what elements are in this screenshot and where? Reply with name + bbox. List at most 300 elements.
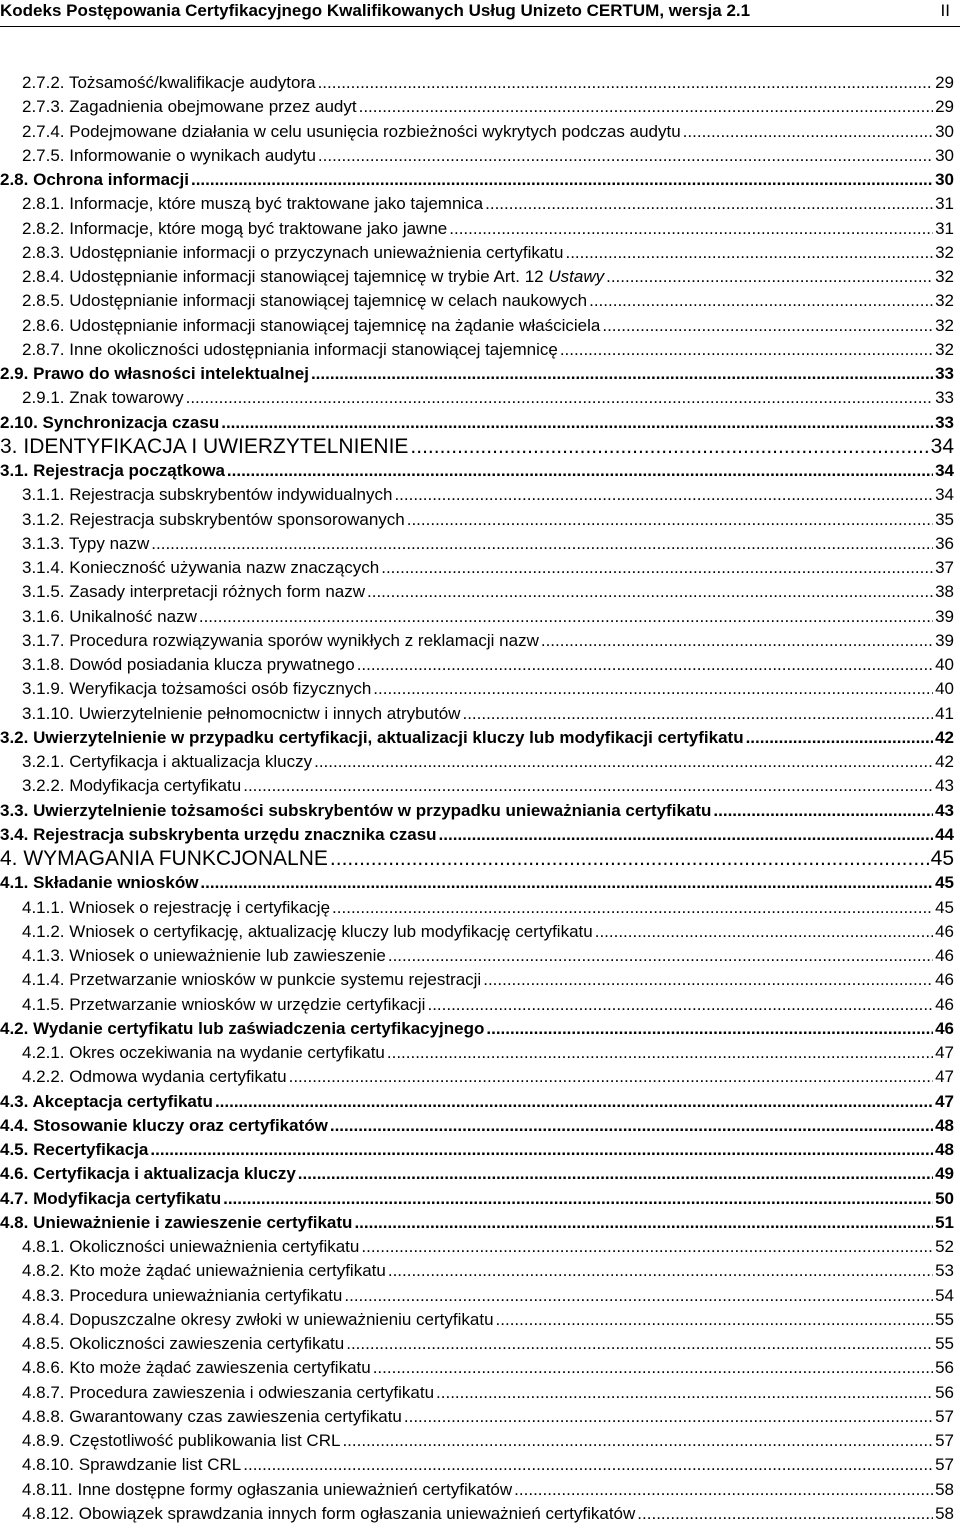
toc-entry-number: 3.1.5. (22, 582, 65, 602)
toc-entry[interactable] (0, 993, 954, 1017)
toc-entry-number: 2.10. (0, 412, 38, 432)
toc-entry-number: 2.7.3. (22, 97, 65, 117)
toc-entry[interactable] (0, 1308, 954, 1332)
toc-entry-number: 4.8.6. (22, 1358, 65, 1378)
toc-entry-title: Częstotliwość publikowania list CRL (69, 1431, 341, 1450)
toc-entry-title: Sprawdzanie list CRL (78, 1455, 242, 1475)
toc-entry-label (0, 1356, 371, 1380)
toc-entry-page: 56 (935, 1382, 954, 1402)
toc-entry-number: 4.8.3. (22, 1285, 65, 1305)
toc-entry-label (0, 1381, 434, 1405)
toc-entry-page: 33 (935, 364, 954, 383)
dot-leader (357, 653, 933, 677)
toc-entry[interactable] (0, 944, 954, 968)
toc-entry-title: IDENTYFIKACJA I UWIERZYTELNIENIE (23, 434, 409, 458)
toc-entry-page: 46 (935, 946, 954, 965)
dot-leader (367, 580, 933, 604)
toc-entry-number: 3.1.4. (22, 558, 65, 577)
toc-entry-number: 4.2. (0, 1018, 29, 1038)
toc-entry-title: Udostępnianie informacji stanowiącej tajemnicę na żądanie właściciela (69, 315, 601, 335)
dot-leader (394, 483, 933, 507)
toc-entry-number: 3.1.10. (22, 703, 74, 723)
toc-entry-label (0, 847, 328, 871)
toc-entry-label (0, 1017, 484, 1041)
toc-entry-number: 4.8.2. (22, 1261, 65, 1281)
toc-entry-number: 4.8.4. (22, 1309, 65, 1329)
dot-leader (436, 1381, 933, 1405)
toc-entry-title: Ochrona informacji (33, 170, 189, 189)
toc-entry-label (0, 1090, 213, 1114)
dot-leader (318, 71, 934, 95)
dot-leader (223, 1187, 933, 1211)
toc-entry-page: 45 (930, 847, 954, 870)
toc-entry-label (0, 799, 711, 823)
toc-entry-label (0, 508, 405, 532)
toc-entry-title: Modyfikacja certyfikatu (69, 776, 242, 796)
toc-entry-label (0, 168, 189, 192)
toc-entry-number: 3.2.2. (22, 776, 65, 796)
toc-entry-number: 3.1.8. (22, 655, 65, 674)
toc-entry-number: 4.8.1. (22, 1237, 65, 1256)
toc-entry-label (0, 1235, 359, 1259)
toc-entry-page: 42 (935, 752, 954, 771)
toc-entry-page: 43 (935, 800, 954, 820)
toc-entry-title: Znak towarowy (69, 388, 184, 408)
toc-entry-title: Akceptacja certyfikatu (32, 1091, 213, 1111)
toc-entry-label (0, 556, 379, 580)
dot-leader (746, 726, 934, 750)
toc-entry-label (0, 1187, 221, 1211)
toc-entry-page: 30 (935, 145, 954, 165)
toc-entry-label (0, 1162, 296, 1186)
toc-entry-label (0, 1429, 340, 1453)
toc-entry-page: 48 (935, 1115, 954, 1135)
toc-entry-page: 55 (935, 1309, 954, 1329)
dot-leader (637, 1502, 933, 1526)
toc-entry-label (0, 459, 225, 483)
toc-entry-number: 4.8.11. (22, 1479, 73, 1499)
toc-entry-page: 47 (935, 1043, 954, 1062)
toc-entry[interactable] (0, 386, 954, 410)
toc-entry-title: Informowanie o wynikach audytu (69, 145, 316, 165)
toc-entry[interactable] (0, 726, 954, 750)
toc-entry-page: 36 (935, 533, 954, 553)
toc-entry-number: 4.1.3. (22, 946, 65, 965)
toc-entry[interactable] (0, 847, 954, 871)
dot-leader (602, 314, 933, 338)
toc-entry-page: 30 (935, 121, 954, 141)
toc-entry-label (0, 144, 316, 168)
toc-entry[interactable] (0, 1381, 954, 1405)
dot-leader (485, 192, 933, 216)
toc-entry-number: 2.7.5. (22, 145, 65, 165)
toc-entry-title: Procedura unieważniania certyfikatu (69, 1285, 343, 1305)
toc-entry-title: Wniosek o unieważnienie lub zawieszenie (69, 946, 386, 965)
dot-leader (449, 217, 933, 241)
dot-leader (243, 1453, 933, 1477)
toc-entry-number: 4.8.8. (22, 1406, 65, 1426)
toc-entry-title: Okoliczności unieważnienia certyfikatu (69, 1237, 360, 1256)
toc-entry-label (0, 1478, 512, 1502)
toc-entry-title: Uwierzytelnienie tożsamości subskrybentów w przypadku unieważniania certyfikatu (33, 800, 712, 820)
dot-leader (227, 459, 933, 483)
toc-entry[interactable] (0, 411, 954, 435)
toc-entry-label (0, 823, 437, 847)
dot-leader (595, 920, 933, 944)
dot-leader (560, 338, 933, 362)
toc-entry[interactable] (0, 629, 954, 653)
toc-entry-label (0, 702, 460, 726)
toc-entry-number: 2.8.3. (22, 242, 65, 262)
toc-entry-number: 2.8.5. (22, 291, 65, 311)
dot-leader (311, 362, 933, 386)
toc-entry-number: 4.8.10. (22, 1455, 74, 1475)
toc-entry-label (0, 483, 392, 507)
dot-leader (410, 435, 928, 459)
toc-entry-page: 30 (935, 170, 954, 189)
toc-entry-page: 46 (935, 970, 954, 990)
toc-entry[interactable] (0, 314, 954, 338)
toc-entry[interactable] (0, 702, 954, 726)
toc-entry[interactable] (0, 1187, 954, 1211)
dot-leader (541, 629, 933, 653)
toc-entry[interactable] (0, 823, 954, 847)
toc-entry-page: 58 (935, 1479, 954, 1499)
toc-entry-label (0, 241, 563, 265)
toc-entry-title: Udostępnianie informacji stanowiącej tajemnicę w trybie Art. 12 Ustawy (69, 267, 605, 286)
toc-entry[interactable] (0, 653, 954, 677)
toc-entry[interactable] (0, 192, 954, 216)
toc-entry-number: 2.9.1. (22, 388, 65, 408)
toc-entry-label (0, 314, 600, 338)
dot-leader (243, 774, 933, 798)
dot-leader (354, 1211, 933, 1235)
toc-entry-page: 47 (935, 1091, 954, 1111)
toc-entry-page: 41 (935, 703, 954, 723)
toc-entry-title: Informacje, które muszą być traktowane jako tajemnica (69, 194, 484, 214)
toc-entry-page: 34 (930, 434, 954, 458)
toc-entry[interactable] (0, 750, 954, 774)
toc-entry-title: Informacje, które mogą być traktowane jako jawne (69, 218, 448, 238)
toc-entry-number: 2.8. (0, 170, 29, 189)
toc-entry-number: 3.1.2. (22, 509, 65, 529)
toc-entry[interactable] (0, 1356, 954, 1380)
toc-entry-label (0, 944, 386, 968)
toc-entry-label (0, 896, 330, 920)
toc-entry-number: 2.7.2. (22, 73, 65, 92)
toc-entry[interactable] (0, 265, 954, 289)
toc-entry-label (0, 435, 408, 459)
toc-entry-label (0, 1502, 635, 1526)
toc-entry[interactable] (0, 95, 954, 119)
toc-entry-title: Podejmowane działania w celu usunięcia rozbieżności wykrytych podczas audytu (69, 121, 681, 141)
dot-leader (589, 289, 933, 313)
toc-entry-number: 3.1. (0, 461, 29, 480)
toc-entry[interactable] (0, 1114, 954, 1138)
document-title: Kodeks Postępowania Certyfikacyjnego Kwalifikowanych Usług Unizeto CERTUM, wersja 2.1 (0, 1, 751, 20)
dot-leader (200, 871, 933, 895)
toc-entry-number: 4.3. (0, 1091, 29, 1111)
toc-entry-number: 4.8.7. (22, 1382, 65, 1402)
dot-leader (496, 1308, 934, 1332)
toc-entry-number: 3.2. (0, 727, 29, 747)
toc-entry-page: 48 (935, 1140, 954, 1159)
toc-entry-page: 51 (935, 1212, 954, 1232)
page-header (0, 0, 960, 27)
toc-entry-page: 33 (935, 388, 954, 408)
toc-entry[interactable] (0, 1284, 954, 1308)
toc-entry-label (0, 1308, 494, 1332)
toc-entry[interactable] (0, 120, 954, 144)
toc-entry-number: 4.8. (0, 1212, 29, 1232)
toc-entry-title: Certyfikacja i aktualizacja kluczy (33, 1164, 296, 1184)
toc-entry-number: 2.7.4. (22, 121, 65, 141)
toc-entry[interactable] (0, 1502, 954, 1526)
toc-entry-page: 40 (935, 655, 954, 674)
toc-entry-page: 32 (935, 291, 954, 311)
toc-entry[interactable] (0, 1332, 954, 1356)
toc-entry-page: 46 (935, 921, 954, 941)
toc-entry-label (0, 386, 184, 410)
toc-entry-title: Dopuszczalne okresy zwłoki w unieważnieniu certyfikatu (69, 1309, 494, 1329)
toc-entry[interactable] (0, 1065, 954, 1089)
toc-entry-label (0, 1065, 287, 1089)
toc-entry-label (0, 1405, 402, 1429)
dot-leader (344, 1284, 933, 1308)
dot-leader (427, 993, 933, 1017)
toc-entry-page: 58 (935, 1503, 954, 1523)
toc-entry[interactable] (0, 871, 954, 895)
dot-leader (388, 944, 933, 968)
toc-entry[interactable] (0, 1138, 954, 1162)
toc-entry-number: 3.1.1. (22, 485, 65, 505)
dot-leader (150, 1138, 933, 1162)
toc-entry-title: Zagadnienia obejmowane przez audyt (69, 97, 357, 117)
toc-entry[interactable] (0, 144, 954, 168)
toc-entry-label (0, 338, 558, 362)
dot-leader (199, 605, 933, 629)
toc-entry-page: 56 (935, 1358, 954, 1378)
toc-entry[interactable] (0, 459, 954, 483)
toc-entry-title: Konieczność używania nazw znaczących (69, 558, 380, 577)
toc-entry[interactable] (0, 338, 954, 362)
toc-entry-page: 43 (935, 776, 954, 796)
toc-entry[interactable] (0, 532, 954, 556)
toc-entry-label (0, 677, 371, 701)
toc-entry-title: Wniosek o certyfikację, aktualizację kluczy lub modyfikację certyfikatu (69, 921, 593, 941)
toc-entry-title: Udostępnianie informacji stanowiącej tajemnicę w celach naukowych (69, 291, 588, 311)
toc-entry[interactable] (0, 241, 954, 265)
toc-entry-title: Wniosek o rejestrację i certyfikację (69, 897, 331, 917)
toc-entry-title: Tożsamość/kwalifikacje audytora (68, 73, 316, 92)
toc-entry[interactable] (0, 1090, 954, 1114)
toc-entry[interactable] (0, 920, 954, 944)
toc-entry-number: 2.8.7. (22, 339, 65, 359)
dot-leader (191, 168, 933, 192)
toc-entry-label (0, 192, 483, 216)
toc-entry[interactable] (0, 1235, 954, 1259)
toc-entry-title: Modyfikacja certyfikatu (33, 1188, 222, 1208)
toc-entry[interactable] (0, 556, 954, 580)
dot-leader (346, 1332, 933, 1356)
toc-entry-label (0, 1453, 241, 1477)
toc-entry-label (0, 1259, 386, 1283)
toc-entry-page: 32 (935, 339, 954, 359)
dot-leader (387, 1041, 933, 1065)
dot-leader (330, 1114, 933, 1138)
dot-leader (462, 702, 933, 726)
toc-entry-label (0, 629, 539, 653)
toc-entry[interactable] (0, 774, 954, 798)
toc-entry[interactable] (0, 1259, 954, 1283)
toc-entry-number: 4.5. (0, 1140, 29, 1159)
toc-entry-page: 38 (935, 582, 954, 602)
toc-entry-number: 3.1.6. (22, 606, 65, 626)
dot-leader (215, 1090, 933, 1114)
toc-entry[interactable] (0, 968, 954, 992)
toc-entry[interactable] (0, 799, 954, 823)
toc-entry-number: 2.8.1. (22, 194, 65, 214)
toc-entry[interactable] (0, 580, 954, 604)
toc-entry-title: Gwarantowany czas zawieszenia certyfikatu (69, 1406, 402, 1426)
toc-entry[interactable] (0, 435, 954, 459)
toc-entry[interactable] (0, 1211, 954, 1235)
toc-entry-page: 34 (935, 485, 954, 505)
toc-entry-page: 32 (935, 267, 954, 286)
toc-entry-number: 4.1. (0, 873, 29, 893)
toc-entry-page: 46 (935, 1018, 954, 1038)
toc-entry-number: 4. (0, 847, 18, 870)
toc-entry-page: 55 (935, 1334, 954, 1353)
toc-entry[interactable] (0, 1017, 954, 1041)
dot-leader (404, 1405, 933, 1429)
toc-entry-number: 3.4. (0, 824, 29, 844)
toc-entry-label (0, 411, 219, 435)
toc-entry-page: 39 (935, 630, 954, 650)
toc-entry-title: Kto może żądać unieważnienia certyfikatu (69, 1261, 386, 1281)
dot-leader (407, 508, 933, 532)
toc-entry-number: 4.1.5. (22, 994, 65, 1014)
dot-leader (683, 120, 933, 144)
toc-entry-page: 31 (935, 194, 954, 214)
toc-entry[interactable] (0, 1429, 954, 1453)
toc-entry[interactable] (0, 1478, 954, 1502)
toc-entry-page: 37 (935, 558, 954, 577)
dot-leader (289, 1065, 933, 1089)
dot-leader (486, 1017, 933, 1041)
toc-entry-title: Uwierzytelnienie w przypadku certyfikacji, aktualizacji kluczy lub modyfikacji certyfikatu (33, 727, 744, 747)
toc-entry[interactable] (0, 605, 954, 629)
toc-entry-number: 3.1.3. (22, 533, 65, 553)
dot-leader (373, 677, 933, 701)
toc-entry-label (0, 871, 198, 895)
toc-entry-page: 32 (935, 242, 954, 262)
toc-entry-title: Uwierzytelnienie pełnomocnictw i innych atrybutów (78, 703, 461, 723)
toc-entry[interactable] (0, 168, 954, 192)
toc-entry-page: 57 (935, 1406, 954, 1426)
toc-entry-title: Przetwarzanie wniosków w urzędzie certyfikacji (69, 994, 426, 1014)
toc-entry-number: 4.1.2. (22, 921, 65, 941)
toc-entry-page: 44 (935, 824, 954, 844)
toc-entry[interactable] (0, 71, 954, 95)
toc-entry-label (0, 1211, 352, 1235)
toc-entry-label (0, 265, 604, 289)
dot-leader (565, 241, 933, 265)
toc-entry-title: Unieważnienie i zawieszenie certyfikatu (33, 1212, 353, 1232)
toc-entry-page: 57 (935, 1455, 954, 1475)
toc-entry-title: Rejestracja początkowa (33, 461, 225, 480)
toc-entry-label (0, 653, 355, 677)
toc-entry[interactable] (0, 896, 954, 920)
toc-entry-title: Typy nazw (68, 533, 150, 553)
toc-entry-label (0, 993, 425, 1017)
toc-entry-page: 49 (935, 1164, 954, 1184)
toc-entry-title: Inne dostępne formy ogłaszania unieważnień certyfikatów (77, 1479, 513, 1499)
toc-entry-page: 29 (935, 73, 954, 92)
toc-entry-page: 52 (935, 1237, 954, 1256)
toc-entry-title: WYMAGANIA FUNKCJONALNE (23, 847, 328, 870)
toc-entry-number: 3. (0, 434, 18, 458)
toc-entry[interactable] (0, 362, 954, 386)
toc-entry-title: Dowód posiadania klucza prywatnego (69, 655, 355, 674)
toc-entry-number: 4.8.12. (22, 1503, 74, 1523)
dot-leader (381, 556, 933, 580)
toc-entry[interactable] (0, 289, 954, 313)
toc-entry-title: Kto może żądać zawieszenia certyfikatu (69, 1358, 371, 1378)
toc-entry-page: 45 (935, 897, 954, 917)
toc-entry-number: 4.1.4. (22, 970, 65, 990)
toc-entry-page: 32 (935, 315, 954, 335)
dot-leader (342, 1429, 933, 1453)
toc-entry-title: Okoliczności zawieszenia certyfikatu (69, 1334, 345, 1353)
dot-leader (332, 896, 933, 920)
toc-entry[interactable] (0, 1041, 954, 1065)
toc-entry-title: Wydanie certyfikatu lub zaświadczenia certyfikacyjnego (33, 1018, 485, 1038)
dot-leader (606, 265, 933, 289)
toc-entry-title: Unikalność nazw (69, 606, 197, 626)
toc-entry-label (0, 95, 357, 119)
toc-entry-title: Rejestracja subskrybenta urzędu znacznika czasu (33, 824, 437, 844)
toc-entry-title: Procedura rozwiązywania sporów wynikłych z reklamacji nazw (69, 630, 539, 650)
toc-entry[interactable] (0, 1453, 954, 1477)
toc-entry-title: Stosowanie kluczy oraz certyfikatów (33, 1115, 328, 1135)
toc-entry[interactable] (0, 217, 954, 241)
toc-entry-label (0, 968, 481, 992)
toc-entry-page: 39 (935, 606, 954, 626)
toc-entry-label (0, 605, 197, 629)
toc-entry[interactable] (0, 483, 954, 507)
toc-entry[interactable] (0, 508, 954, 532)
page-number: II (940, 1, 950, 20)
dot-leader (151, 532, 933, 556)
toc-entry-page: 33 (935, 412, 954, 432)
toc-entry-page: 46 (935, 994, 954, 1014)
toc-entry-page: 40 (935, 679, 954, 699)
toc-entry-label (0, 120, 681, 144)
toc-entry[interactable] (0, 1162, 954, 1186)
toc-entry-page: 42 (935, 727, 954, 747)
dot-leader (330, 847, 929, 871)
toc-entry[interactable] (0, 1405, 954, 1429)
toc-entry-page: 31 (935, 218, 954, 238)
toc-entry-title: Inne okoliczności udostępniania informacji stanowiącej tajemnicę (69, 339, 558, 359)
toc-entry-title: Zasady interpretacji różnych form nazw (69, 582, 366, 602)
toc-entry-label (0, 726, 744, 750)
dot-leader (388, 1259, 933, 1283)
toc-entry[interactable] (0, 677, 954, 701)
toc-entry-number: 4.8.5. (22, 1334, 65, 1353)
toc-entry-title: Obowiązek sprawdzania innych form ogłaszania unieważnień certyfikatów (78, 1503, 636, 1523)
